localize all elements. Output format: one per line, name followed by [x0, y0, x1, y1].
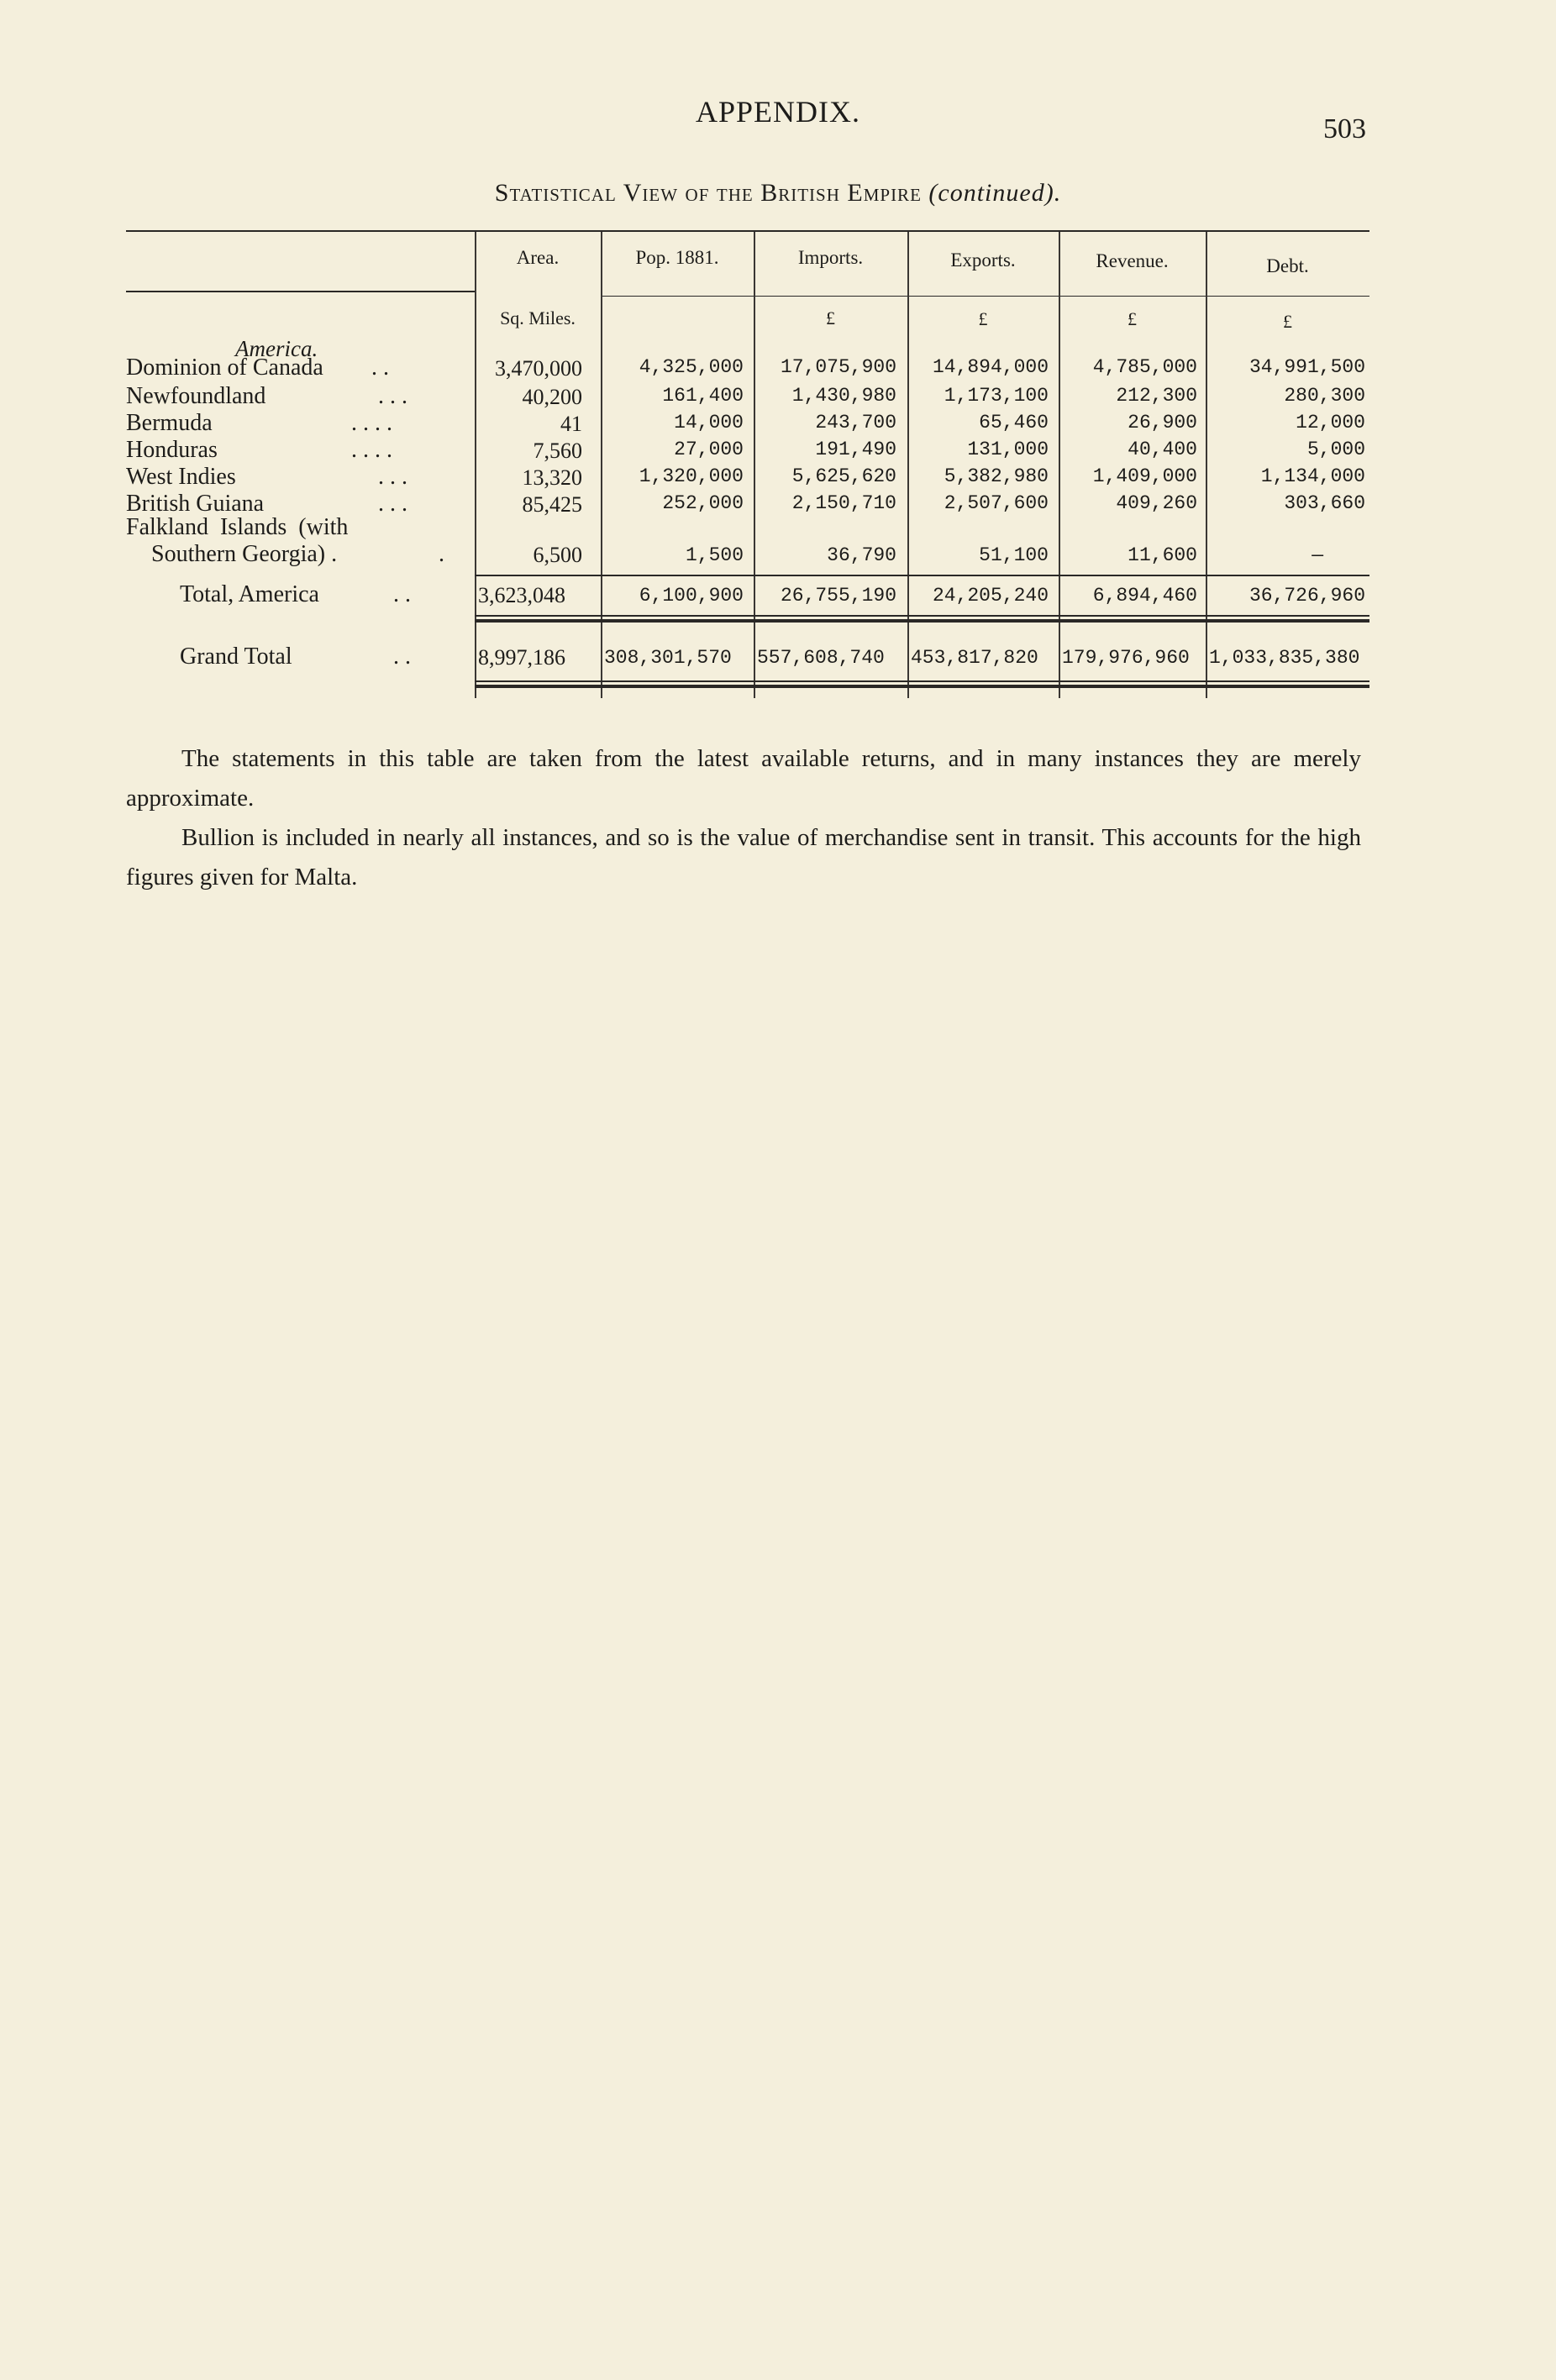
- row-leader-dots: . .: [371, 355, 389, 381]
- cell-exports: 14,894,000: [932, 356, 1049, 378]
- cell-debt: 280,300: [1284, 385, 1365, 407]
- cell-revenue: 409,260: [1116, 492, 1197, 514]
- cell-revenue: 40,400: [1128, 439, 1197, 460]
- cell-pop: 27,000: [674, 439, 744, 460]
- cell-revenue: 26,900: [1128, 412, 1197, 433]
- table-title-suffix: (continued).: [928, 179, 1062, 207]
- unit-revenue: £: [1128, 308, 1137, 329]
- falkland-label-line2: Southern Georgia) .: [151, 541, 338, 567]
- row-label: Newfoundland: [126, 383, 266, 409]
- cell-pop: 161,400: [662, 385, 744, 407]
- total-america-exports: 24,205,240: [932, 585, 1049, 607]
- falkland-exports: 51,100: [979, 544, 1049, 566]
- label-column-header-rule: [126, 291, 475, 292]
- row-label-falkland: [126, 514, 348, 541]
- cell-pop: 4,325,000: [639, 356, 744, 378]
- row-leader-dots: . . .: [378, 383, 407, 409]
- cell-pop: 1,320,000: [639, 465, 744, 487]
- unit-area: Sq. Miles.: [500, 307, 576, 328]
- cell-revenue: 1,409,000: [1092, 465, 1197, 487]
- cell-debt: 5,000: [1306, 439, 1365, 460]
- total-rule: [475, 575, 1369, 576]
- cell-imports: 243,700: [815, 412, 896, 433]
- cell-revenue: 4,785,000: [1092, 356, 1197, 378]
- cell-area: 13,320: [522, 465, 582, 490]
- grand-total-imports: 557,608,740: [757, 647, 885, 669]
- grand-total-pop: 308,301,570: [604, 647, 732, 669]
- cell-exports: 131,000: [967, 439, 1049, 460]
- total-america-label: Total, America: [180, 581, 319, 607]
- table-bottom-rule-thick: [475, 685, 1369, 688]
- cell-debt: 34,991,500: [1248, 356, 1365, 378]
- falkland-label-line1: Falkland Islands (with: [126, 514, 349, 540]
- header-underline-rule: [601, 296, 1369, 297]
- header-area: Area.: [516, 247, 560, 268]
- header-debt: Debt.: [1266, 255, 1309, 276]
- header-revenue: Revenue.: [1096, 250, 1169, 271]
- header-pop: Pop. 1881.: [635, 247, 719, 268]
- grand-total-top-rule: [475, 615, 1369, 617]
- cell-imports: 17,075,900: [780, 356, 896, 378]
- grand-total-area: 8,997,186: [478, 645, 565, 670]
- total-america-imports: 26,755,190: [780, 585, 896, 607]
- cell-debt: 303,660: [1284, 492, 1365, 514]
- cell-imports: 5,625,620: [791, 465, 896, 487]
- cell-revenue: 212,300: [1116, 385, 1197, 407]
- total-america-revenue: 6,894,460: [1092, 585, 1197, 607]
- table-top-rule: [126, 230, 1369, 232]
- row-label: British Guiana: [126, 491, 265, 517]
- row-label: Bermuda: [126, 410, 213, 436]
- grand-total-dots: . .: [393, 644, 411, 670]
- table-title: [0, 179, 1556, 208]
- grand-total-label: Grand Total: [180, 644, 292, 670]
- total-america-pop: 6,100,900: [639, 585, 744, 607]
- cell-exports: 65,460: [979, 412, 1049, 433]
- header-exports: Exports.: [950, 250, 1016, 271]
- falkland-imports: 36,790: [827, 544, 896, 566]
- cell-debt: 12,000: [1296, 412, 1365, 433]
- cell-pop: 14,000: [674, 412, 744, 433]
- cell-exports: 2,507,600: [944, 492, 1049, 514]
- footnote-paragraph: Bullion is included in nearly all instances, and so is the value of merchandise sent in transit. This accounts for the high figures given for Malta.: [126, 824, 1361, 891]
- unit-debt: £: [1283, 311, 1292, 332]
- cell-exports: 1,173,100: [944, 385, 1049, 407]
- cell-area: 40,200: [522, 385, 582, 409]
- row-label: West Indies: [126, 464, 236, 490]
- table-title-text: Statistical View of the British Empire: [494, 179, 922, 207]
- row-leader-dots: . . .: [378, 491, 407, 517]
- row-leader-dots: . . . .: [351, 437, 392, 463]
- total-america-area: 3,623,048: [478, 583, 565, 607]
- unit-exports: £: [978, 308, 988, 329]
- cell-imports: 191,490: [815, 439, 896, 460]
- cell-pop: 252,000: [662, 492, 744, 514]
- total-america-debt: 36,726,960: [1248, 585, 1365, 607]
- footnotes: [126, 739, 1361, 897]
- section-label-america: America.: [235, 336, 318, 361]
- grand-total-revenue: 179,976,960: [1062, 647, 1190, 669]
- cell-imports: 1,430,980: [791, 385, 896, 407]
- cell-debt: 1,134,000: [1260, 465, 1365, 487]
- running-head: APPENDIX.: [695, 95, 860, 129]
- falkland-revenue: 11,600: [1128, 544, 1197, 566]
- page-number: 503: [1323, 113, 1366, 144]
- footnote-paragraph: The statements in this table are taken from the latest available returns, and in many instances they are merely approximate.: [126, 745, 1361, 812]
- row-label: Honduras: [126, 437, 218, 463]
- table-bottom-rule: [475, 680, 1369, 682]
- total-america-dots: . .: [393, 581, 411, 607]
- row-leader-dots: . . .: [378, 464, 407, 490]
- row-leader-dots: . . . .: [351, 410, 392, 436]
- row-label: Dominion of Canada: [126, 355, 323, 381]
- falkland-debt: —: [1312, 544, 1323, 566]
- header-imports: Imports.: [797, 247, 864, 268]
- grand-total-exports: 453,817,820: [911, 647, 1038, 669]
- cell-exports: 5,382,980: [944, 465, 1049, 487]
- falkland-area: 6,500: [533, 543, 582, 567]
- cell-area: 41: [560, 412, 582, 436]
- unit-imports: £: [826, 307, 835, 328]
- grand-total-debt: 1,033,835,380: [1209, 647, 1360, 669]
- cell-area: 3,470,000: [495, 356, 582, 381]
- cell-imports: 2,150,710: [791, 492, 896, 514]
- falkland-dots: .: [439, 541, 444, 567]
- row-label-falkland-2: [151, 541, 337, 568]
- falkland-pop: 1,500: [685, 544, 744, 566]
- cell-area: 7,560: [533, 439, 582, 463]
- grand-total-top-rule-thick: [475, 619, 1369, 623]
- statistics-table: [126, 227, 1369, 697]
- cell-area: 85,425: [522, 492, 582, 517]
